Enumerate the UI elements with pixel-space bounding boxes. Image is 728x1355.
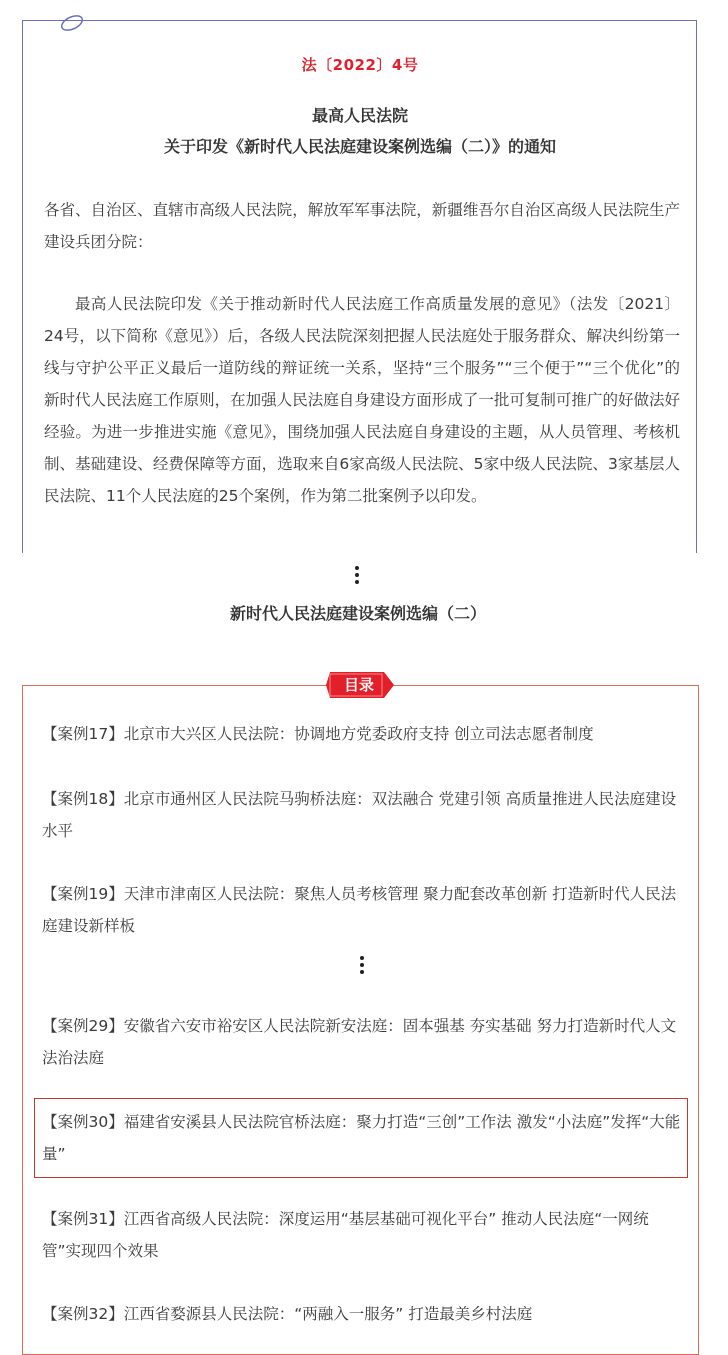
toc-badge: 目录 xyxy=(343,676,374,694)
toc-item-case-32[interactable]: 【案例32】江西省婺源县人民法院：“两融入一服务” 打造最美乡村法庭 xyxy=(42,1305,533,1323)
document-number: 法〔2022〕4号 xyxy=(301,56,419,74)
toc-item-case-30[interactable]: 【案例30】福建省安溪县人民法院官桥法庭：聚力打造“三创”工作法 激发“小法庭”发挥“大能量” xyxy=(42,1113,681,1163)
notice-title: 关于印发《新时代人民法庭建设案例选编（二）》的通知 xyxy=(163,137,556,156)
toc-item-case-29[interactable]: 【案例29】安徽省六安市裕安区人民法院新安法庭：固本强基 夯实基础 努力打造新时代人文法治法庭 xyxy=(42,1017,677,1067)
more-items-icon xyxy=(357,956,367,977)
issuer-name: 最高人民法院 xyxy=(311,106,408,125)
toc-item-case-17[interactable]: 【案例17】北京市大兴区人民法院：协调地方党委政府支持 创立司法志愿者制度 xyxy=(42,725,594,743)
toc-item-case-19[interactable]: 【案例19】天津市津南区人民法院：聚焦人员考核管理 聚力配套改革创新 打造新时代人民法庭建设新样板 xyxy=(42,885,677,935)
decorative-ellipse-icon xyxy=(58,12,88,34)
section-title: 新时代人民法庭建设案例选编（二） xyxy=(229,604,486,623)
addressee-paragraph: 各省、自治区、直辖市高级人民法院，解放军军事法院，新疆维吾尔自治区高级人民法院生产建设兵团分院： xyxy=(44,201,680,251)
toc-item-case-31[interactable]: 【案例31】江西省高级人民法院：深度运用“基层基础可视化平台” 推动人民法庭“一网统管”实现四个效果 xyxy=(42,1210,649,1260)
body-paragraph: 最高人民法院印发《关于推动新时代人民法庭工作高质量发展的意见》（法发〔2021〕24号，以下简称《意见》）后，各级人民法院深刻把握人民法庭处于服务群众、解决纠纷第一线与守护公平正义最后一道防线的辩证统一关系，坚持“三个服务”“三个便于”“三个优化”的新时代人民法庭工作原则，在加强人民法庭自身建设方面形成了一批可复制可推广的好做法好经验。为进一步推进实施《意见》，围绕加强人民法庭自身建设的主题，从人员管理、考核机制、基础建设、经费保障等方面，选取来自6家高级人民法院、5家中级人民法院、3家基层人民法院、11个人民法庭的25个案例，作为第二批案例予以印发。 xyxy=(44,295,680,505)
more-content-icon xyxy=(352,566,362,587)
toc-item-case-18[interactable]: 【案例18】北京市通州区人民法院马驹桥法庭：双法融合 党建引领 高质量推进人民法庭建设水平 xyxy=(42,790,677,840)
